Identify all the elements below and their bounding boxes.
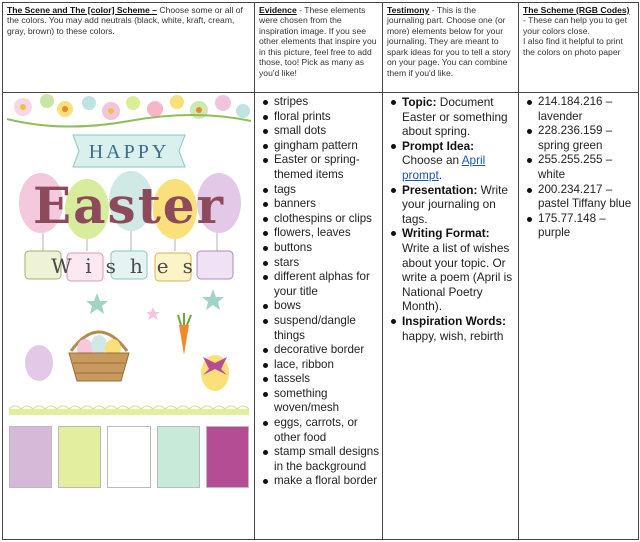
scheme-item: 200.234.217 – pastel Tiffany blue — [525, 183, 636, 212]
testimony-header-text: - This is the journaling part. Choose one (or more) elements below for your journaling. They are meant to spark ideas for you to tell a story on your page. You can combine them if you'd like. — [387, 5, 511, 78]
scheme-cell — [519, 93, 639, 540]
evidence-item: floral prints — [261, 110, 380, 125]
evidence-item: suspend/dangle things — [261, 314, 380, 343]
scheme-list — [519, 93, 638, 241]
testimony-list — [383, 93, 518, 343]
document-table — [2, 2, 639, 540]
evidence-item: Easter or spring-themed items — [261, 153, 380, 182]
evidence-item: small dots — [261, 124, 380, 139]
april-prompt-link[interactable]: April prompt — [402, 153, 486, 182]
swatch-white — [107, 426, 150, 488]
evidence-cell — [255, 93, 383, 540]
evidence-item: tags — [261, 183, 380, 198]
evidence-item: lace, ribbon — [261, 358, 380, 373]
evidence-item: banners — [261, 197, 380, 212]
testimony-cell — [383, 93, 519, 540]
format-text: Write a list of wishes about your topic. Or write a poem (April is National Poetry Month). — [402, 240, 513, 314]
egg-basket — [69, 332, 129, 381]
easter-card-art — [3, 93, 254, 423]
happy-banner — [73, 135, 185, 167]
easter-eggs — [19, 171, 241, 239]
prompt-item — [389, 139, 516, 183]
prompt-label: Prompt Idea: — [402, 138, 475, 153]
swatch-lavender — [9, 426, 52, 488]
scheme-header-text: - These can help you to get your colors close. — [523, 15, 627, 36]
header-row — [3, 3, 639, 93]
evidence-header-title: Evidence — [259, 5, 297, 15]
evidence-item: different alphas for your title — [261, 270, 380, 299]
prompt-text-1: Choose an — [402, 153, 462, 168]
evidence-item: buttons — [261, 241, 380, 256]
evidence-item: bows — [261, 299, 380, 314]
scheme-item: 255.255.255 – white — [525, 153, 636, 182]
evidence-header — [255, 3, 383, 93]
easter-illustration — [3, 93, 254, 539]
swatch-purple — [206, 426, 249, 488]
testimony-header-title: Testimony — [387, 5, 430, 15]
scheme-item: 175.77.148 – purple — [525, 212, 636, 241]
prompt-text-2: . — [438, 167, 442, 182]
scheme-header — [519, 3, 639, 93]
evidence-item: decorative border — [261, 343, 380, 358]
floral-garland — [7, 94, 251, 127]
evidence-item: gingham pattern — [261, 139, 380, 154]
words-text: happy, wish, rebirth — [402, 328, 504, 343]
egg-left — [25, 345, 53, 381]
presentation-text: Write your journaling on tags. — [402, 182, 508, 226]
words-label: Inspiration Words: — [402, 313, 506, 328]
evidence-item: eggs, carrots, or other food — [261, 416, 380, 445]
evidence-item: tassels — [261, 372, 380, 387]
wishes-text: Wishes — [51, 254, 207, 278]
topic-item — [389, 95, 516, 139]
swatch-spring-green — [58, 426, 101, 488]
words-item — [389, 314, 516, 343]
format-item — [389, 226, 516, 314]
scene-header-title: The Scene and The [color] Scheme – — [7, 5, 157, 15]
swatch-tiffany-blue — [157, 426, 200, 488]
scene-header — [3, 3, 255, 93]
easter-title: Easter — [33, 176, 225, 235]
scheme-header-title: The Scheme (RGB Codes) — [523, 5, 630, 15]
scheme-item: 228.236.159 – spring green — [525, 124, 636, 153]
wishes-tags — [25, 251, 233, 281]
evidence-item: clothespins or clips — [261, 212, 380, 227]
evidence-item: flowers, leaves — [261, 226, 380, 241]
presentation-label: Presentation: — [402, 182, 478, 197]
evidence-header-text: - These elements were chosen from the inspiration image. If you see other elements that inspire you in this picture, feel free to add those, too! Pick as many as you'd like! — [259, 5, 377, 78]
evidence-item: stamp small designs in the background — [261, 445, 380, 474]
scene-header-text: Choose some or all of the colors. You may add neutrals (black, white, kraft, cream, gray, brown) to these colors. — [7, 5, 243, 36]
evidence-item: something woven/mesh — [261, 387, 380, 416]
content-row — [3, 93, 639, 540]
evidence-item: stripes — [261, 95, 380, 110]
color-swatches — [9, 426, 249, 488]
decor-stars — [86, 289, 224, 320]
presentation-item — [389, 183, 516, 227]
evidence-item: stars — [261, 256, 380, 271]
scheme-item: 214.184.216 – lavender — [525, 95, 636, 124]
evidence-list — [255, 93, 382, 489]
scheme-header-note: I also find it helpful to print the colors on photo paper — [523, 36, 623, 57]
testimony-header — [383, 3, 519, 93]
happy-text: HAPPY — [88, 141, 170, 163]
lace-border — [9, 409, 249, 415]
topic-label: Topic: — [402, 95, 437, 109]
topic-text: Document Easter or something about spring. — [402, 95, 508, 139]
format-label: Writing Format: — [402, 226, 490, 241]
carrot-icon — [178, 313, 191, 355]
scene-cell — [3, 93, 255, 540]
evidence-item: make a floral border — [261, 474, 380, 489]
